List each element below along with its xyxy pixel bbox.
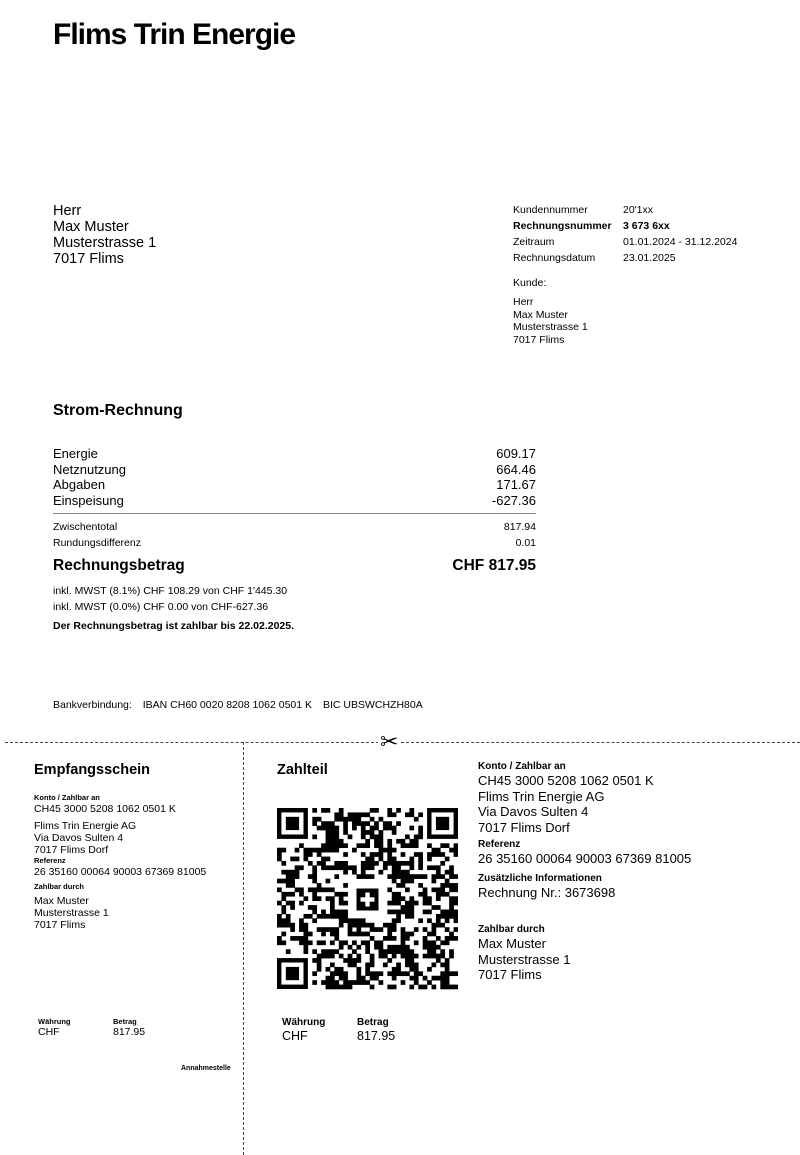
customer-name: Max Muster bbox=[513, 308, 568, 321]
meta-value: 20'1xx bbox=[623, 204, 654, 216]
payment-body bbox=[478, 761, 691, 983]
due-note: Der Rechnungsbetrag ist zahlbar bis 22.02.2025. bbox=[53, 620, 295, 632]
meta-value: 23.01.2025 bbox=[623, 252, 676, 264]
bank-iban: IBAN CH60 0020 8208 1062 0501 K bbox=[142, 699, 313, 711]
vat-note-2: inkl. MWST (0.0%) CHF 0.00 von CHF-627.36 bbox=[53, 601, 269, 613]
payment-payer-street: Musterstrasse 1 bbox=[478, 951, 571, 967]
receipt-account: CH45 3000 5208 1062 0501 K bbox=[34, 803, 176, 815]
payment-payer-name: Max Muster bbox=[478, 936, 546, 951]
line-item bbox=[53, 462, 536, 478]
payment-currency: CHF bbox=[282, 1029, 308, 1043]
recipient-city: 7017 Flims bbox=[53, 251, 124, 267]
invoice-meta bbox=[513, 202, 737, 266]
receipt-currency-label: Währung bbox=[38, 1017, 71, 1026]
payment-info: Rechnung Nr.: 3673698 bbox=[478, 884, 616, 900]
meta-value: 01.01.2024 - 31.12.2024 bbox=[623, 236, 738, 248]
line-item bbox=[53, 493, 536, 509]
payment-creditor-street: Via Davos Sulten 4 bbox=[478, 804, 589, 819]
receipt-creditor-street: Via Davos Sulten 4 bbox=[34, 832, 124, 844]
receipt-creditor-name: Flims Trin Energie AG bbox=[34, 820, 137, 832]
recipient-street: Musterstrasse 1 bbox=[53, 235, 157, 251]
receipt-payer-street: Musterstrasse 1 bbox=[34, 907, 109, 919]
payment-payer-city: 7017 Flims bbox=[478, 967, 542, 982]
qr-code bbox=[277, 808, 458, 991]
line-label: Einspeisung bbox=[53, 492, 124, 508]
bank-bic: BIC UBSWCHZH80A bbox=[322, 699, 423, 711]
receipt-payer-label: Zahlbar durch bbox=[34, 882, 85, 891]
line-value: 609.17 bbox=[496, 446, 536, 462]
perforation-line bbox=[5, 742, 800, 743]
subtotal-lines bbox=[53, 519, 536, 551]
subtotal-value: 817.94 bbox=[503, 521, 536, 533]
vat-note-1: inkl. MWST (8.1%) CHF 108.29 von CHF 1'445.30 bbox=[53, 585, 288, 597]
payment-account-label: Konto / Zahlbar an bbox=[478, 761, 566, 772]
customer-address bbox=[513, 296, 588, 346]
line-value: -627.36 bbox=[491, 492, 536, 508]
total-value: CHF 817.95 bbox=[452, 557, 536, 574]
scissors-icon: ✂ bbox=[380, 729, 399, 754]
line-item bbox=[53, 446, 536, 462]
line-label: Energie bbox=[53, 446, 98, 462]
perforation-vertical bbox=[243, 742, 244, 1155]
customer-city: 7017 Flims bbox=[513, 333, 565, 346]
receipt-title: Empfangsschein bbox=[34, 762, 151, 778]
payment-payer-label: Zahlbar durch bbox=[478, 924, 545, 935]
subtotal-label: Rundungsdifferenz bbox=[53, 537, 141, 549]
receipt-account-label: Konto / Zahlbar an bbox=[34, 793, 100, 802]
receipt-currency: CHF bbox=[38, 1026, 60, 1038]
vat-notes bbox=[53, 583, 294, 634]
line-label: Netznutzung bbox=[53, 461, 126, 477]
payment-creditor-name: Flims Trin Energie AG bbox=[478, 788, 605, 804]
receipt-reference-label: Referenz bbox=[34, 856, 66, 865]
meta-invoice-number bbox=[513, 218, 737, 234]
receipt-creditor-city: 7017 Flims Dorf bbox=[34, 844, 109, 856]
line-label: Abgaben bbox=[53, 477, 106, 493]
receipt-payer-name: Max Muster bbox=[34, 895, 89, 907]
recipient-name: Max Muster bbox=[53, 219, 129, 235]
company-logo: Flims Trin Energie bbox=[53, 18, 296, 51]
total-label: Rechnungsbetrag bbox=[53, 557, 185, 574]
subtotal-item bbox=[53, 519, 536, 535]
receipt-amount-value: 817.95 bbox=[113, 1026, 146, 1038]
meta-customer-number bbox=[513, 202, 737, 218]
receipt-amount-label: Betrag bbox=[113, 1017, 137, 1026]
meta-invoice-date bbox=[513, 250, 737, 266]
meta-label: Zeitraum bbox=[513, 236, 555, 248]
receipt-payer-city: 7017 Flims bbox=[34, 919, 86, 931]
payment-amount-label: Betrag bbox=[357, 1017, 389, 1028]
meta-label: Rechnungsnummer bbox=[513, 220, 612, 232]
invoice-title: Strom-Rechnung bbox=[53, 402, 183, 419]
recipient-address bbox=[53, 203, 156, 267]
customer-label: Kunde: bbox=[513, 277, 547, 289]
line-value: 171.67 bbox=[496, 477, 536, 493]
meta-label: Rechnungsdatum bbox=[513, 252, 596, 264]
payment-amount-value: 817.95 bbox=[357, 1029, 396, 1043]
payment-part-title: Zahlteil bbox=[277, 762, 328, 778]
payment-amount bbox=[282, 1017, 432, 1043]
payment-account: CH45 3000 5208 1062 0501 K bbox=[478, 773, 654, 788]
recipient-salutation: Herr bbox=[53, 203, 82, 219]
meta-label: Kundennummer bbox=[513, 204, 588, 216]
invoice-lines bbox=[53, 446, 536, 508]
receipt-amount bbox=[38, 1017, 188, 1038]
payment-currency-label: Währung bbox=[282, 1017, 326, 1028]
bank-details bbox=[53, 699, 431, 711]
payment-creditor-city: 7017 Flims Dorf bbox=[478, 819, 570, 835]
receipt-body bbox=[34, 793, 206, 931]
customer-street: Musterstrasse 1 bbox=[513, 321, 588, 333]
line-item bbox=[53, 477, 536, 493]
receipt-reference: 26 35160 00064 90003 67369 81005 bbox=[34, 866, 207, 878]
subtotal-label: Zwischentotal bbox=[53, 521, 118, 533]
payment-reference-label: Referenz bbox=[478, 839, 521, 850]
acceptance-point: Annahmestelle bbox=[181, 1065, 231, 1072]
payment-reference: 26 35160 00064 90003 67369 81005 bbox=[478, 851, 692, 866]
meta-value: 3 673 6xx bbox=[623, 220, 670, 232]
customer-salutation: Herr bbox=[513, 296, 534, 308]
invoice-total bbox=[53, 557, 536, 575]
bank-label: Bankverbindung: bbox=[53, 699, 132, 711]
meta-period bbox=[513, 234, 737, 250]
divider bbox=[53, 513, 536, 514]
line-value: 664.46 bbox=[496, 461, 536, 477]
rounding-item bbox=[53, 535, 536, 551]
subtotal-value: 0.01 bbox=[515, 537, 536, 549]
payment-info-label: Zusätzliche Informationen bbox=[478, 872, 602, 884]
